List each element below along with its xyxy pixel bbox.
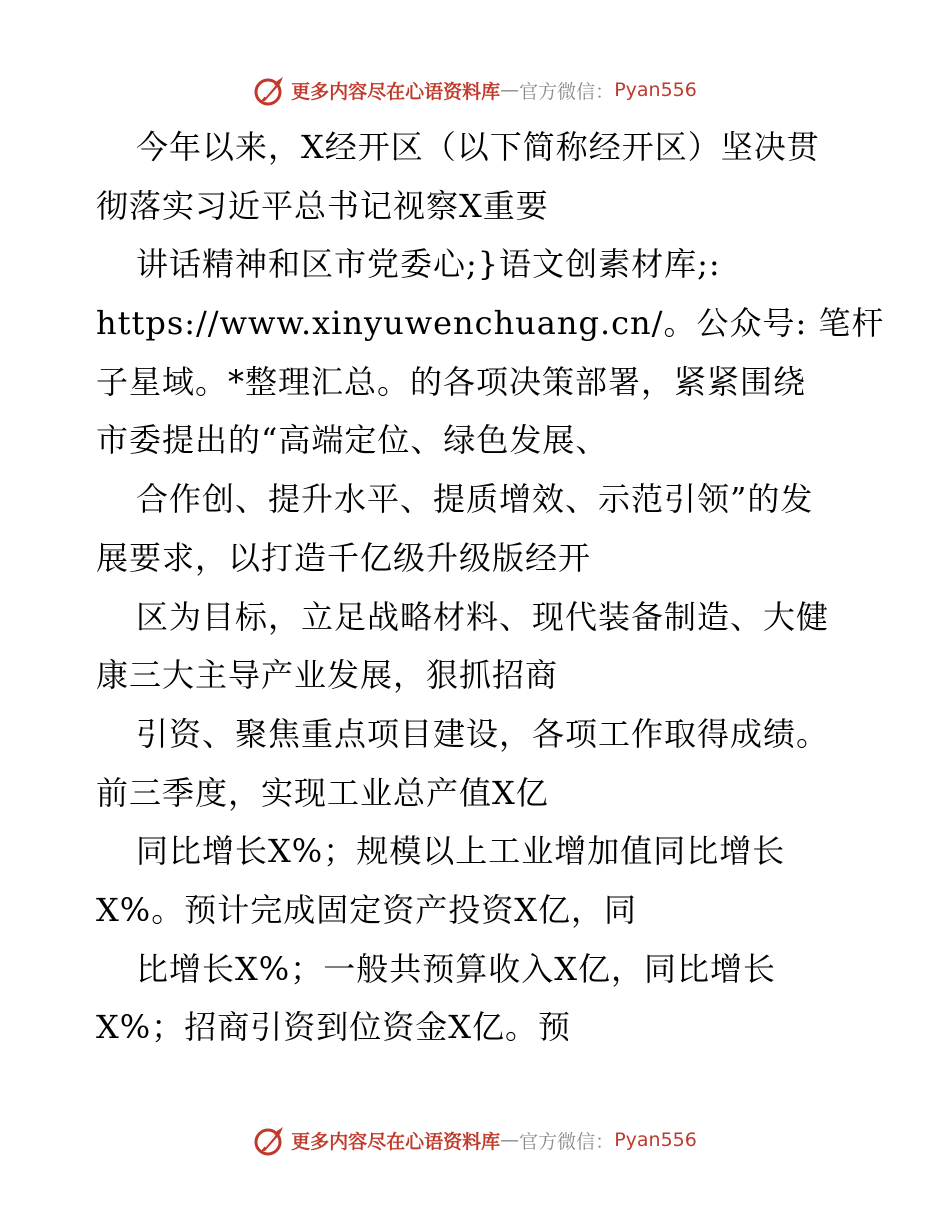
text-line: 讲话精神和区市党委心;}语文创素材库;: (136, 245, 721, 284)
watermark-dash: — (500, 79, 520, 101)
text-line: 引资、聚焦重点项目建设，各项工作取得成绩。 (136, 714, 830, 753)
text-line: 市委提出的“高端定位、绿色发展、 (96, 421, 609, 460)
text-line: 今年以来，X经开区（以下简称经开区）坚决贯 (136, 128, 820, 166)
watermark-dash: — (500, 1129, 520, 1151)
quill-logo-icon (253, 73, 287, 107)
header-watermark (0, 70, 950, 110)
watermark-brand: 更多内容尽在心语资料库 (291, 1130, 501, 1153)
text-line: 同比增长X%；规模以上工业增加值同比增长 (136, 832, 786, 871)
text-line: 康三大主导产业发展，狠抓招商 (96, 656, 559, 695)
text-line: X%。预计完成固定资产投资X亿，同 (96, 890, 637, 929)
text-line: X%；招商引资到位资金X亿。预 (96, 1008, 571, 1047)
text-line: 展要求，以打造千亿级升级版经开 (96, 538, 592, 577)
text-line: 合作创、提升水平、提质增效、示范引领”的发 (136, 480, 814, 519)
watermark-wechat-id: Pyan556 (614, 1129, 697, 1151)
text-line: 区为目标，立足战略材料、现代装备制造、大健 (136, 597, 830, 636)
text-line: 比增长X%；一般共预算收入X亿，同比增长 (136, 949, 776, 988)
watermark-label: 官方微信： (519, 80, 615, 103)
watermark-wechat-id: Pyan556 (614, 79, 697, 101)
text-line: 彻落实习近平总书记视察X重要 (96, 186, 549, 225)
text-line: 子星域。*整理汇总。的各项决策部署，紧紧围绕 (96, 362, 807, 401)
document-body (96, 118, 885, 1057)
quill-logo-icon (253, 1123, 287, 1157)
watermark-label: 官方微信： (519, 1130, 615, 1153)
text-line: 前三季度，实现工业总产值X亿 (96, 773, 549, 812)
footer-watermark (0, 1120, 950, 1160)
watermark-brand: 更多内容尽在心语资料库 (291, 80, 501, 103)
text-line: https://www.xinyuwenchuang.cn/。公众号: 笔杆 (96, 304, 885, 343)
